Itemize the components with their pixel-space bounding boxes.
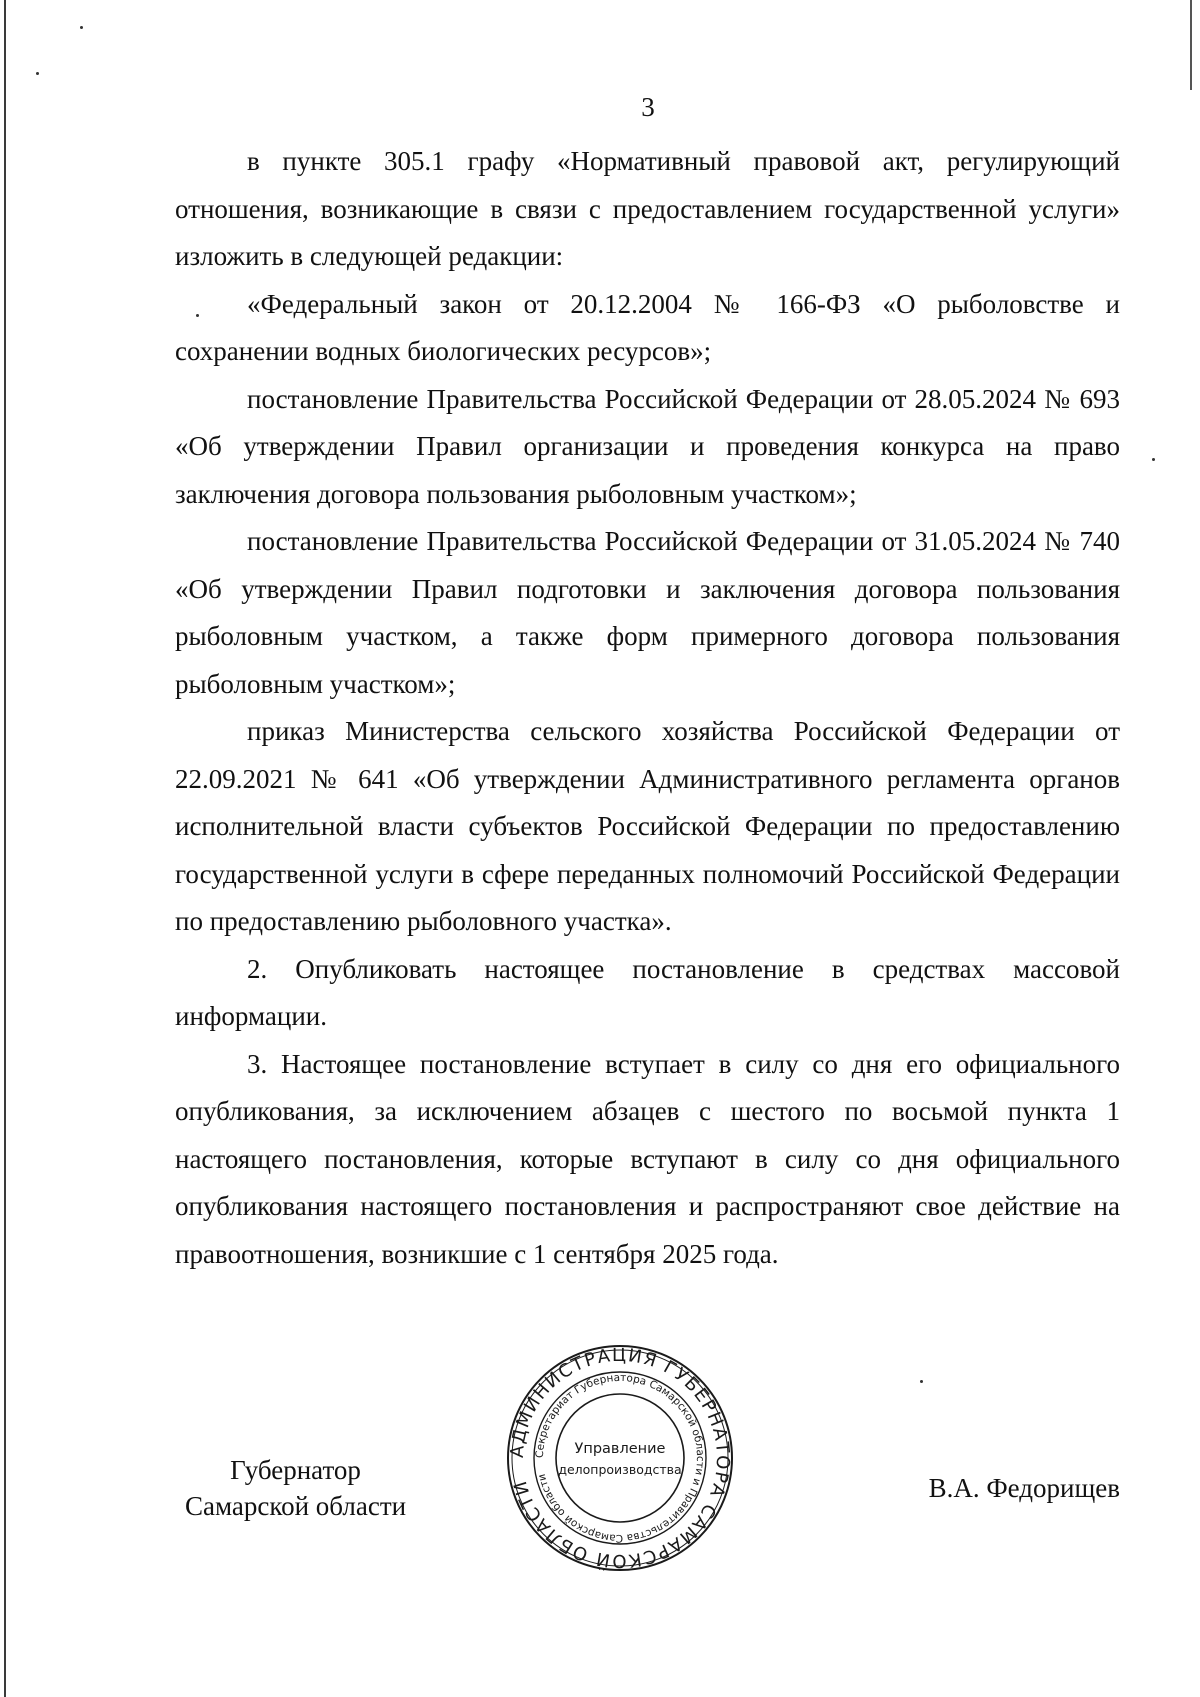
paragraph-order-641: приказ Министерства сельского хозяйства Российской Федерации от 22.09.2021 № 641 «Об утверждении Административного регламента органов исполнительной власти субъектов Российской Федерации по предоставлению государственной услуги в сфере переданных полномочий Российской Федерации по предоставлению рыболовного участка».: [175, 716, 1120, 936]
paragraph-clause-3: 3. Настоящее постановление вступает в силу со дня его официального опубликования, за исключением абзацев с шестого по восьмой пункта 1 настоящего постановления, которые вступают в силу со дня официального опубликования настоящего постановления и распространяют свое действие на правоотношения, возникшие с 1 сентября 2025 года.: [175, 1048, 1120, 1269]
scan-speck: [80, 26, 83, 29]
scan-edge-left: [4, 0, 6, 1697]
paragraph-item-305-1: в пункте 305.1 графу «Нормативный правовой акт, регулирующий отношения, возникающие в связи с предоставлением государственной услуги» изложить в следующей редакции:: [175, 146, 1120, 271]
document-body: [175, 138, 1120, 1278]
signatory-title-line2: Самарской области: [185, 1491, 407, 1521]
signatory-title-line1: Губернатор: [230, 1455, 361, 1485]
paragraph-clause-2: 2. Опубликовать настоящее постановление в средствах массовой информации.: [175, 953, 1120, 1031]
scan-edge-right: [1190, 0, 1192, 90]
page-number: 3: [641, 92, 655, 122]
seal-center-line1: Управление: [574, 1441, 666, 1457]
scan-speck: [1152, 458, 1155, 461]
seal-outer-text: АДМИНИСТРАЦИЯ ГУБЕРНАТОРА САМАРСКОЙ ОБЛАСТИ: [506, 1344, 734, 1572]
seal-ring-text: Секретариат Губернатора Самарской области и Правительства Самарской области: [533, 1371, 707, 1545]
seal-center-line2: делопроизводства: [558, 1462, 682, 1477]
signatory-title: [185, 1452, 406, 1524]
paragraph-decree-740: постановление Правительства Российской Федерации от 31.05.2024 № 740 «Об утверждении Правил подготовки и заключения договора пользования рыболовным участком, а также форм примерного договора пользования рыболовным участком»;: [175, 526, 1120, 699]
paragraph-federal-law: «Федеральный закон от 20.12.2004 № 166-ФЗ «О рыболовстве и сохранении водных биологических ресурсов»;: [175, 288, 1120, 366]
scan-speck: [36, 72, 39, 75]
scan-speck: [920, 1380, 923, 1383]
signatory-name: В.А. Федорищев: [928, 1473, 1120, 1503]
paragraph-decree-693: постановление Правительства Российской Федерации от 28.05.2024 № 693 «Об утверждении Правил организации и проведения конкурса на право заключения договора пользования рыболовным участком»;: [175, 383, 1120, 509]
official-seal-icon: [505, 1343, 735, 1573]
